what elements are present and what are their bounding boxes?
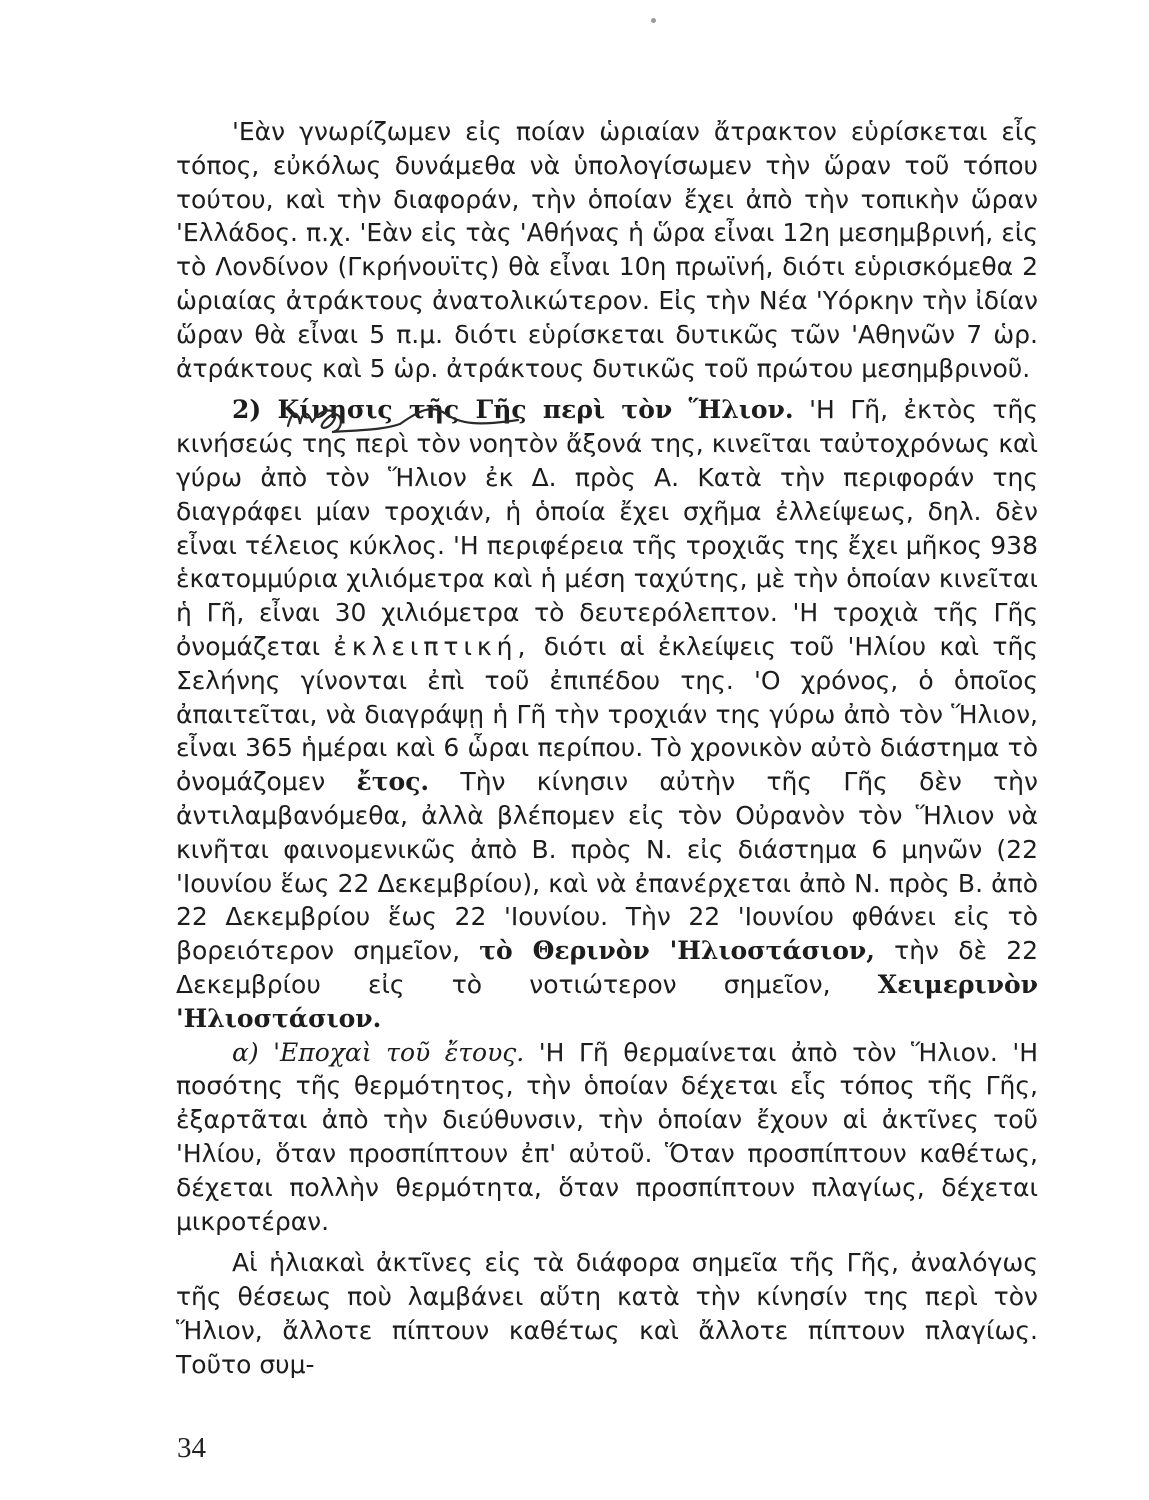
section-heading-orbit: 2) Κίνησις τῆς Γῆς περὶ τὸν Ἥλιον. [232, 395, 794, 425]
print-speck [651, 18, 656, 23]
seasons-text: 'Η Γῆ θερμαίνεται ἀπὸ τὸν Ἥλιον. 'Η ποσότης τῆς θερμότητος, τὴν ὁποίαν δέχεται εἷς τόπος τῆς Γῆς, ἐξαρτᾶται ἀπὸ τὴν διεύθυνσιν, τὴν ὁποίαν ἔχουν αἱ ἀκτῖνες τοῦ 'Ηλίου, ὅταν προσπίπτουν ἐπ' αὐτοῦ. Ὅταν προσπίπτουν καθέτως, δέχεται πολλὴν θερμότητα, ὅταν προσπίπτουν πλαγίως, δέχεται μικροτέραν. [176, 1037, 1039, 1236]
paragraph-sun-rays: Αἱ ἡλιακαὶ ἀκτῖνες εἰς τὰ διάφορα σημεῖα τῆς Γῆς, ἀναλόγως τῆς θέσεως ποὺ λαμβάνει αὕτη κατὰ τὴν κίνησίν της περὶ τὸν Ἥλιον, ἄλλοτε πίπτουν καθέτως καὶ ἄλλοτε πίπτουν πλαγίως. Τοῦτο συμ- [176, 1248, 1038, 1379]
subsection-heading-seasons: α) 'Εποχαὶ τοῦ ἔτους. [232, 1037, 525, 1067]
paragraph-seasons [176, 1036, 1038, 1239]
term-ecliptic: ἐκλειπτική, [333, 631, 531, 661]
term-summer-solstice: τὸ Θερινὸν 'Ηλιοστάσιον, [479, 936, 875, 966]
orbit-text-4: τὴν δὲ 22 Δεκεμβρίου εἰς τὸ νοτιώτερον σημεῖον, [176, 936, 1039, 999]
orbit-text-1: 'Η Γῆ, ἐκτὸς τῆς κινήσεώς της περὶ τὸν νοητὸν ἄξονά της, κινεῖται ταὐτοχρόνως καὶ γύρω ἀπὸ τὸν Ἥλιον ἐκ Δ. πρὸς Α. Κατὰ τὴν περιφοράν της διαγράφει μίαν τροχιάν, ἡ ὁποία ἔχει σχῆμα ἐλλείψεως, δηλ. δὲν εἶναι τέλειος κύκλος. 'Η περιφέρεια τῆς τροχιᾶς της ἔχει μῆκος 938 ἑκατομμύρια χιλιόμετρα καὶ ἡ μέση ταχύτης, μὲ τὴν ὁποίαν κινεῖται ἡ Γῆ, εἶναι 30 χιλιόμετρα τὸ δευτερόλεπτον. 'Η τροχιὰ τῆς Γῆς ὀνομάζεται [176, 395, 1039, 661]
orbit-text-3: Τὴν κίνησιν αὐτὴν τῆς Γῆς δὲν τὴν ἀντιλαμβανόμεθα, ἀλλὰ βλέπομεν εἰς τὸν Οὐρανὸν τὸν Ἥλιον νὰ κινῆται φαινομενικῶς ἀπὸ Β. πρὸς Ν. εἰς διάστημα 6 μηνῶν (22 'Ιουνίου ἕως 22 Δεκεμβρίου), καὶ νὰ ἐπανέρχεται ἀπὸ Ν. πρὸς Β. ἀπὸ 22 Δεκεμβρίου ἕως 22 'Ιουνίου. Τὴν 22 'Ιουνίου φθάνει εἰς τὸ βορειότερον σημεῖον, [176, 767, 1038, 966]
paragraph-time-zones: 'Εὰν γνωρίζωμεν εἰς ποίαν ὡριαίαν ἄτρακτον εὑρίσκεται εἶς τόπος, εὐκόλως δυνάμεθα νὰ ὑπολογίσωμεν τὴν ὥραν τοῦ τόπου τούτου, καὶ τὴν διαφοράν, τὴν ὁποίαν ἔχει ἀπὸ τὴν τοπικὴν ὥραν 'Ελλάδος. π.χ. 'Εὰν εἰς τὰς 'Αθήνας ἡ ὥρα εἶναι 12η μεσημβρινή, εἰς τὸ Λονδίνον (Γκρήνουϊτς) θὰ εἶναι 10η πρωϊνή, διότι εὑρισκόμεθα 2 ὡριαίας ἀτράκτους ἀνατολικώτερον. Εἰς τὴν Νέα 'Υόρκην τὴν ἰδίαν ὥραν θὰ εἶναι 5 π.μ. διότι εὑρίσκεται δυτικῶς τῶν 'Αθηνῶν 7 ὡρ. ἀτράκτους καὶ 5 ὡρ. ἀτράκτους δυτικῶς τοῦ πρώτου μεσημβρινοῦ. [176, 117, 1038, 383]
handwritten-scribble [282, 400, 522, 440]
paragraph-earth-orbit [176, 393, 1038, 1035]
orbit-text-2: διότι αἱ ἐκλείψεις τοῦ 'Ηλίου καὶ τῆς Σελήνης γίνονται ἐπὶ τοῦ ἐπιπέδου της. 'Ο χρόνος, ὁ ὁποῖος ἀπαιτεῖται, νὰ διαγράψῃ ἡ Γῆ τὴν τροχιάν της γύρω ἀπὸ τὸν Ἥλιον, εἶναι 365 ἡμέραι καὶ 6 ὧραι περίπου. Τὸ χρονικὸν αὐτὸ διάστημα τὸ ὀνομάζομεν [176, 631, 1038, 797]
term-year: ἔτος. [356, 767, 430, 797]
term-winter-solstice: Χειμερινὸν 'Ηλιοστάσιον. [176, 969, 1038, 1033]
body-text [176, 115, 1038, 1381]
page-number: 34 [177, 1432, 206, 1464]
